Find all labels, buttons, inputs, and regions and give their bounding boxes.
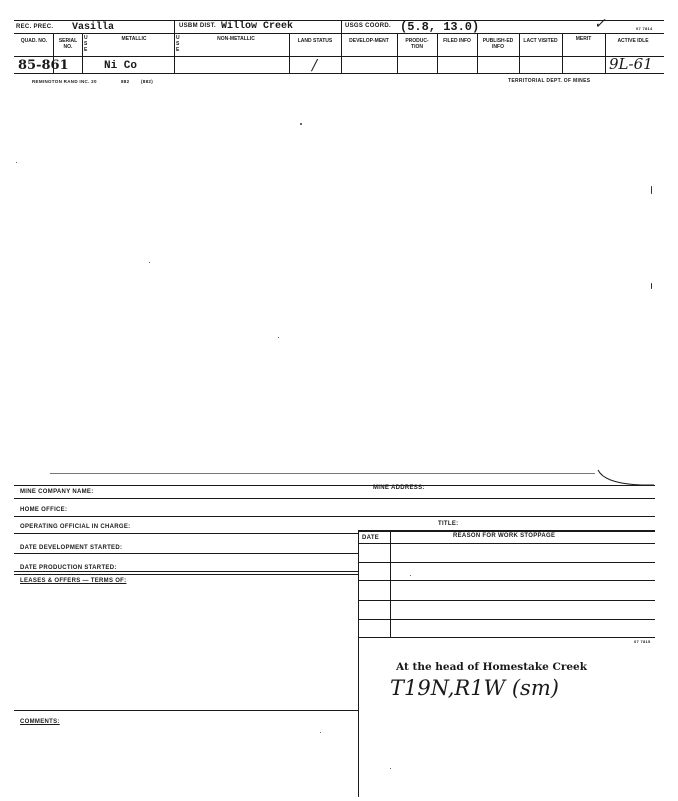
col-published-info: PUBLISH-ED INFO <box>482 38 514 50</box>
comments-divider <box>358 637 359 797</box>
col-last-visited: LACT VISITED <box>523 38 558 44</box>
col-metallic: METALLIC <box>121 36 147 42</box>
col-div-10 <box>562 33 563 73</box>
table-row-5 <box>358 619 655 620</box>
col-div-5 <box>341 33 342 73</box>
col-div-3 <box>174 33 175 73</box>
header-rule-top <box>14 20 664 21</box>
date-production-label: DATE PRODUCTION STARTED: <box>20 565 117 571</box>
speck <box>300 123 302 125</box>
back-rule-7 <box>14 710 358 711</box>
active-idle-value: 9L-61 <box>609 55 653 73</box>
speck <box>651 186 652 194</box>
back-rule-5 <box>14 553 358 554</box>
quad-serial-value: 85-861 <box>18 58 69 73</box>
table-left-border <box>358 530 359 637</box>
back-rule-2 <box>14 498 655 499</box>
printer-label: REMINGTON RAND INC. 20 <box>32 79 97 84</box>
col-filed-info: FILED INFO <box>443 38 471 44</box>
table-date-divider <box>390 530 391 637</box>
col-div-7 <box>437 33 438 73</box>
printer-code-2: (882) <box>141 79 154 84</box>
metallic-value: Ni Co <box>104 60 138 72</box>
usbm-dist-value: Willow Creek <box>221 21 294 32</box>
rec-prec-value: Vasilla <box>72 22 115 33</box>
table-row-2 <box>358 562 655 563</box>
table-row-6 <box>358 637 655 638</box>
table-row-1 <box>358 543 655 544</box>
leases-offers-label: LEASES & OFFERS — TERMS OF: <box>20 578 127 584</box>
form-number-front: 07 7814 <box>636 26 653 31</box>
back-rule-faint <box>50 473 595 474</box>
usgs-coord-label: USGS COORD. <box>345 23 391 29</box>
comments-label: COMMENTS: <box>20 719 60 725</box>
back-rule-1 <box>14 485 655 486</box>
mine-address-label: MINE ADDRESS: <box>373 485 425 491</box>
col-div-8 <box>477 33 478 73</box>
col-div-2 <box>82 33 83 73</box>
printer-code-1: 882 <box>121 79 130 84</box>
speck <box>16 162 17 163</box>
date-col-header: DATE <box>362 535 380 541</box>
title-label: TITLE: <box>438 521 459 527</box>
col-active-idle: ACTIVE IDLE <box>617 38 649 44</box>
back-rule-6 <box>14 571 358 572</box>
col-div-9 <box>519 33 520 73</box>
back-rule-3 <box>14 516 655 517</box>
table-row-4 <box>358 600 655 601</box>
col-land-status: LAND STATUS <box>297 38 333 44</box>
divider-top-1 <box>174 20 175 33</box>
usbm-dist-label: USBM DIST. <box>179 23 217 29</box>
back-rule-4 <box>358 530 655 532</box>
typed-note: At the head of Homestake Creek <box>396 661 587 673</box>
col-non-metallic: NON-METALLIC <box>217 36 255 42</box>
back-rule-4b <box>14 533 358 534</box>
header-rule-mid <box>14 33 664 34</box>
reason-col-header: REASON FOR WORK STOPPAGE <box>453 533 556 539</box>
col-div-4 <box>289 33 290 73</box>
handwritten-note: T19N,R1W (sm) <box>390 676 559 700</box>
department-label: TERRITORIAL DEPT. OF MINES <box>508 78 591 84</box>
header-rule-bottom <box>14 73 664 74</box>
header-rule-columns <box>14 56 664 57</box>
land-status-value: / <box>312 56 318 74</box>
col-quad-no: QUAD. NO. <box>20 38 48 44</box>
date-development-label: DATE DEVELOPMENT STARTED: <box>20 545 123 551</box>
mine-company-name-label: MINE COMPANY NAME: <box>20 489 94 495</box>
speck <box>149 262 150 263</box>
divider-top-2 <box>341 20 342 33</box>
col-use-2: U S E <box>176 35 180 53</box>
rec-prec-label: REC. PREC. <box>16 24 54 30</box>
check-mark: ✓ <box>594 16 606 32</box>
home-office-label: HOME OFFICE: <box>20 507 68 513</box>
usgs-coord-value: (5.8, 13.0) <box>400 20 480 34</box>
speck <box>278 337 279 338</box>
col-merit: MERIT <box>575 36 592 42</box>
form-number-back: 07 7815 <box>634 639 651 644</box>
col-div-11 <box>605 33 606 73</box>
col-development: DEVELOP-MENT <box>349 38 389 44</box>
operating-official-label: OPERATING OFFICIAL IN CHARGE: <box>20 524 131 530</box>
speck <box>320 732 321 733</box>
speck <box>651 283 652 289</box>
table-row-3 <box>358 580 655 581</box>
back-rule-6b <box>14 574 358 575</box>
col-production: PRODUC-TION <box>405 38 429 50</box>
speck <box>410 575 411 576</box>
speck <box>390 768 391 769</box>
col-serial-no: SERIAL NO. <box>58 38 78 50</box>
col-div-6 <box>397 33 398 73</box>
col-use-1: U S E <box>84 35 88 53</box>
